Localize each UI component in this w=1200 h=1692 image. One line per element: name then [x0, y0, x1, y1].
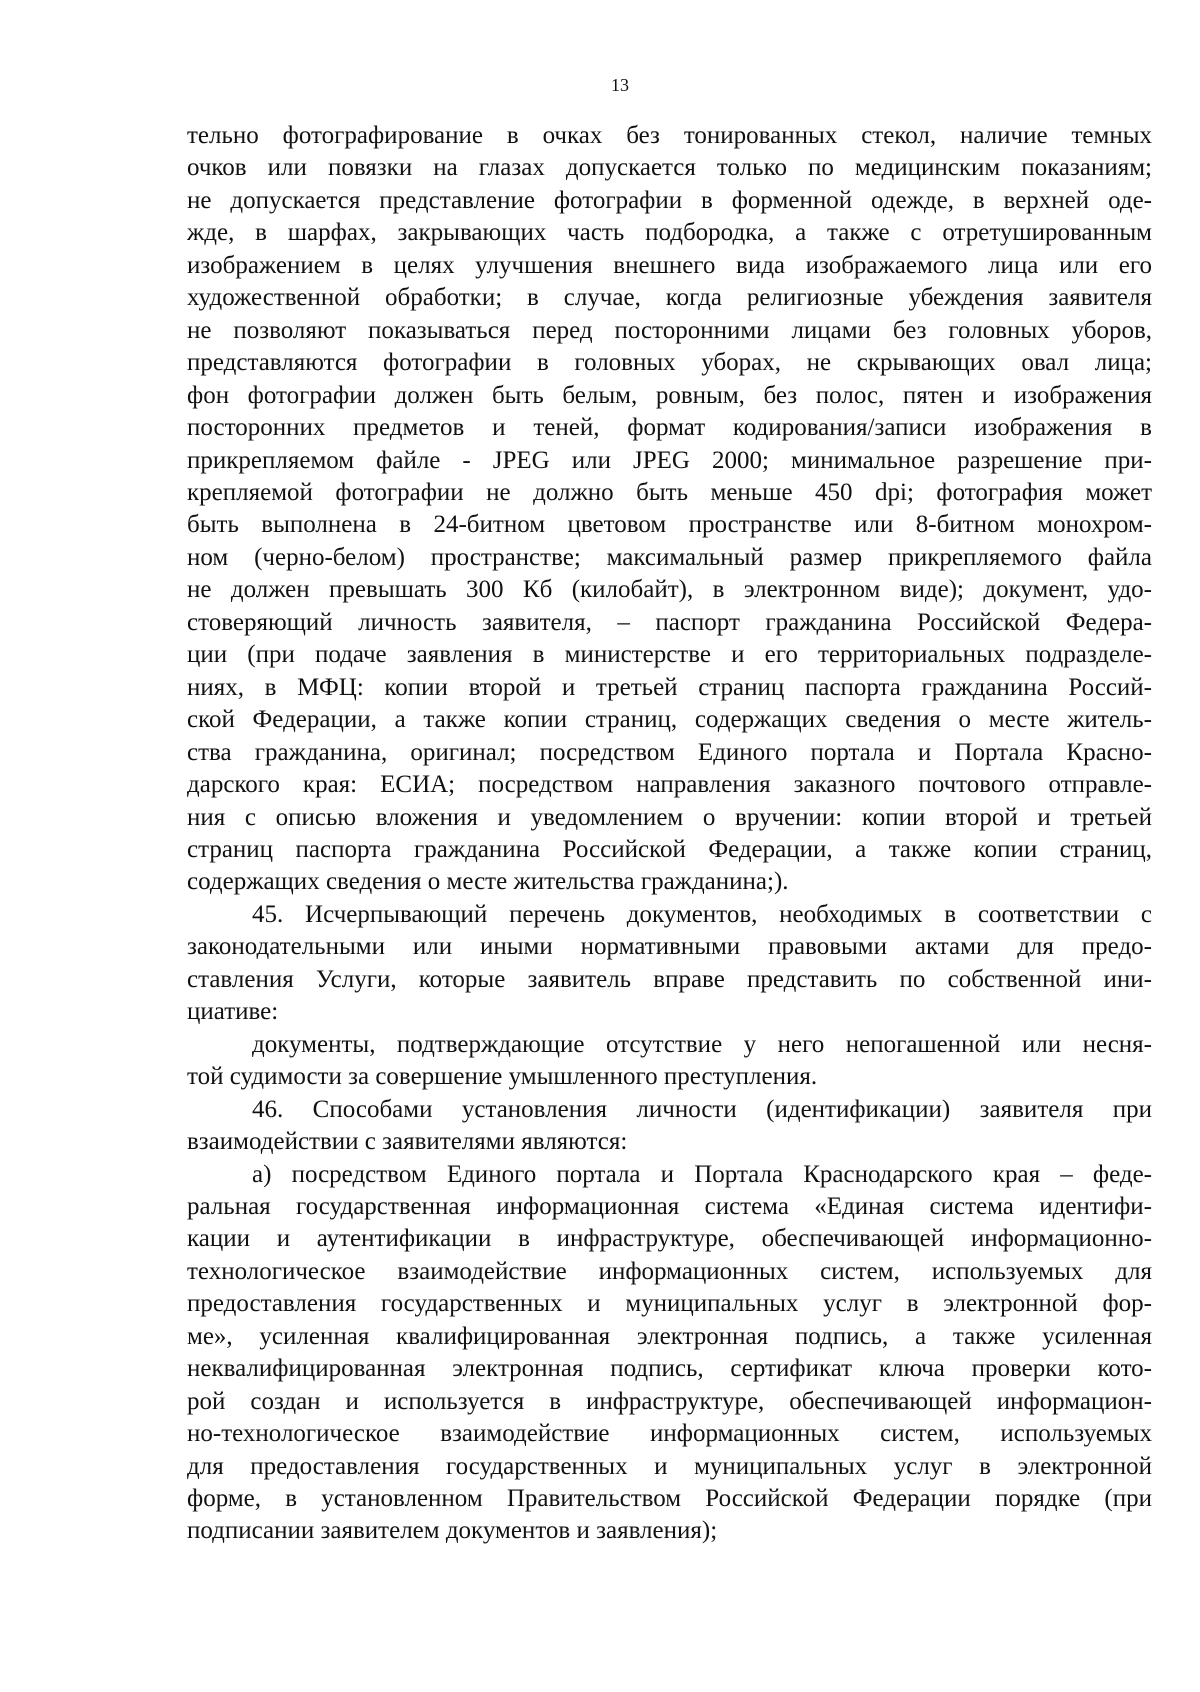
text-line: прикрепляемом файле - JPEG или JPEG 2000; минимальное разрешение при- [187, 446, 1152, 474]
text-line: форме, в установленном Правительством Российской Федерации порядке (при [187, 1485, 1152, 1513]
text-line: дарского края: ЕСИА; посредством направления заказного почтового отправле- [187, 771, 1152, 799]
text-line: ниях, в МФЦ: копии второй и третьей страниц паспорта гражданина Россий- [187, 673, 1152, 701]
text-line: ния с описью вложения и уведомлением о вручении: копии второй и третьей [187, 803, 1152, 831]
text-line: не позволяют показываться перед посторонними лицами без головных уборов, [187, 316, 1152, 344]
text-line: очков или повязки на глазах допускается только по медицинским показаниям; [187, 154, 1152, 182]
text-line: крепляемой фотографии не должно быть меньше 450 dpi; фотография может [187, 478, 1152, 506]
text-line: художественной обработки; в случае, когда религиозные убеждения заявителя [187, 284, 1152, 312]
text-line: предоставления государственных и муниципальных услуг в электронной фор- [187, 1290, 1152, 1318]
text-line: взаимодействии с заявителями являются: [187, 1128, 628, 1156]
text-line: не допускается представление фотографии в форменной одежде, в верхней оде- [187, 186, 1152, 214]
text-line: содержащих сведения о месте жительства гражданина;). [187, 868, 789, 896]
text-line: посторонних предметов и теней, формат кодирования/записи изображения в [187, 414, 1152, 442]
text-line: стоверяющий личность заявителя, – паспорт гражданина Российской Федера- [187, 608, 1152, 636]
text-line: рой создан и используется в инфраструктуре, обеспечивающей информацион- [187, 1387, 1152, 1415]
text-line: представляются фотографии в головных уборах, не скрывающих овал лица; [187, 349, 1152, 377]
text-line: ства гражданина, оригинал; посредством Единого портала и Портала Красно- [187, 738, 1152, 766]
page-number: 13 [611, 75, 629, 95]
text-line: для предоставления государственных и муниципальных услуг в электронной [187, 1452, 1152, 1480]
body-text [187, 120, 1152, 1548]
text-line: не должен превышать 300 Кб (килобайт), в электронном виде); документ, удо- [187, 576, 1152, 604]
text-line: тельно фотографирование в очках без тонированных стекол, наличие темных [187, 122, 1152, 149]
text-line: подписании заявителем документов и заявления); [187, 1517, 718, 1545]
text-line: неквалифицированная электронная подпись, сертификат ключа проверки кото- [187, 1355, 1152, 1383]
text-line: документы, подтверждающие отсутствие у него непогашенной или несня- [252, 1030, 1152, 1058]
paragraph-46-line: 46. Способами установления личности (идентификации) заявителя при [252, 1095, 1152, 1123]
text-line: быть выполнена в 24-битном цветовом пространстве или 8-битном монохром- [187, 511, 1152, 539]
text-line: ской Федерации, а также копии страниц, содержащих сведения о месте житель- [187, 706, 1152, 734]
list-item-a-line: а) посредством Единого портала и Портала Краснодарского края – феде- [252, 1160, 1152, 1188]
text-line: ральная государственная информационная система «Единая система идентифи- [187, 1192, 1152, 1220]
text-line: законодательными или иными нормативными правовыми актами для предо- [187, 933, 1152, 961]
text-line: ции (при подаче заявления в министерстве и его территориальных подразделе- [187, 641, 1152, 669]
text-line: ставления Услуги, которые заявитель вправе представить по собственной ини- [187, 965, 1152, 993]
text-line: ме», усиленная квалифицированная электронная подпись, а также усиленная [187, 1322, 1152, 1350]
text-line: ном (черно-белом) пространстве; максимальный размер прикрепляемого файла [187, 543, 1152, 571]
text-line: кации и аутентификации в инфраструктуре, обеспечивающей информационно- [187, 1225, 1152, 1253]
text-line: той судимости за совершение умышленного преступления. [187, 1063, 818, 1091]
text-line: технологическое взаимодействие информационных систем, используемых для [187, 1257, 1152, 1285]
text-line: изображением в целях улучшения внешнего вида изображаемого лица или его [187, 251, 1152, 279]
text-line: страниц паспорта гражданина Российской Федерации, а также копии страниц, [187, 835, 1152, 863]
text-line: но-технологическое взаимодействие информационных систем, используемых [187, 1420, 1152, 1448]
text-line: жде, в шарфах, закрывающих часть подбородка, а также с отретушированным [187, 219, 1152, 247]
text-line: фон фотографии должен быть белым, ровным, без полос, пятен и изображения [187, 381, 1152, 409]
paragraph-45-line: 45. Исчерпывающий перечень документов, необходимых в соответствии с [252, 900, 1152, 928]
text-line: циативе: [187, 998, 279, 1026]
